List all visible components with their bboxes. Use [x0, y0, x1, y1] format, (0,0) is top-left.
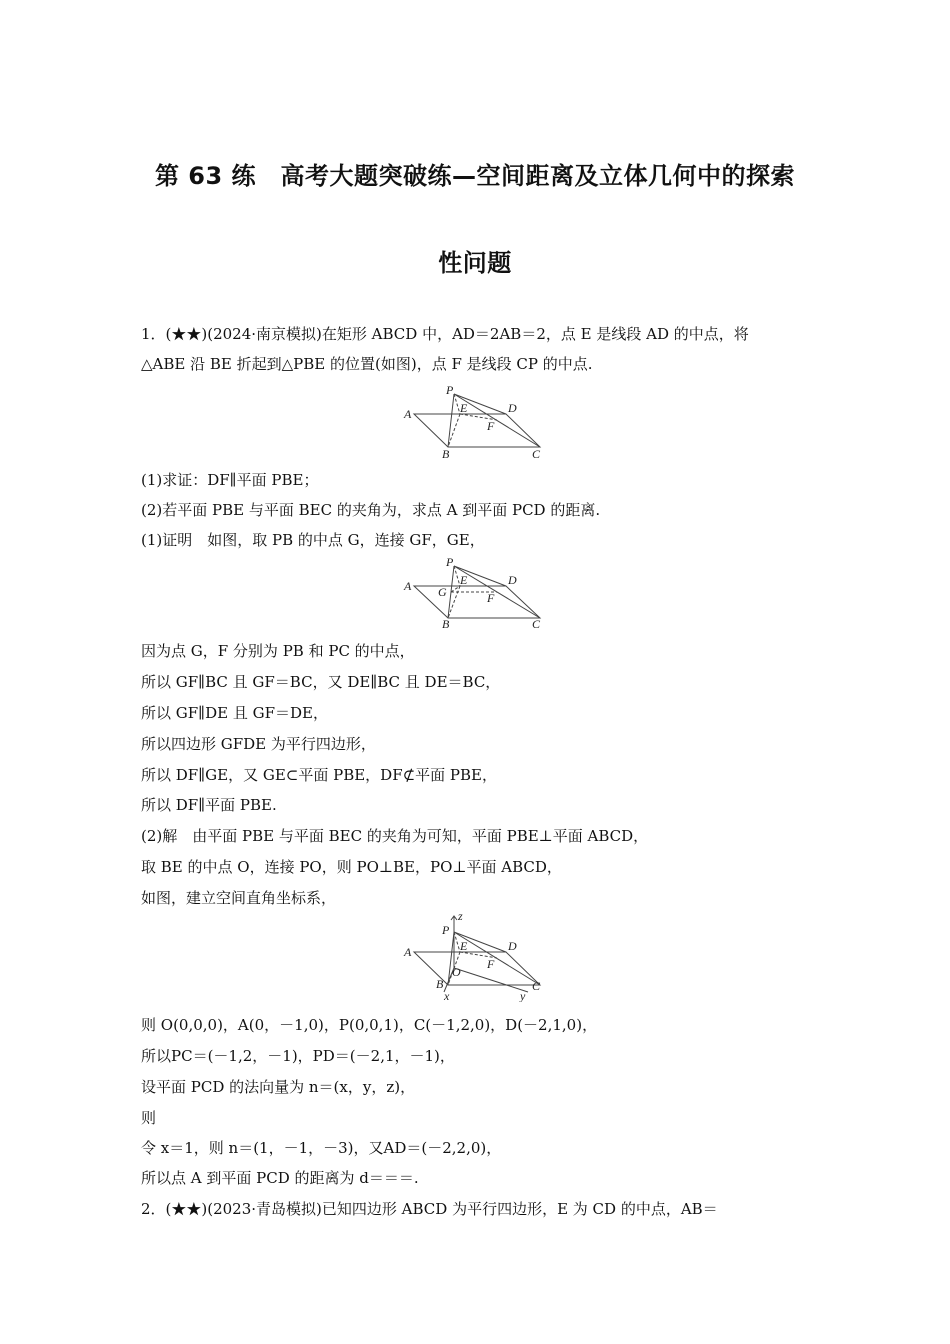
fig3-label-c: C [532, 979, 541, 993]
solution-2-line-2: 取 BE 的中点 O，连接 PO，则 PO⊥BE，PO⊥平面 ABCD， [141, 858, 562, 876]
solution-2-line-1: (2)解 由平面 PBE 与平面 BEC 的夹角为可知，平面 PBE⊥平面 ABCD， [141, 827, 649, 845]
part-2-question: (2)若平面 PBE 与平面 BEC 的夹角为，求点 A 到平面 PCD 的距离. [141, 501, 601, 519]
figure-3-coordinate-system [400, 910, 550, 1002]
fig1-label-e: E [460, 401, 468, 415]
proof-line-3: 所以 GF∥DE 且 GF＝DE， [141, 704, 328, 722]
fig1-label-c: C [532, 447, 541, 460]
figure-1-folded-rectangle [400, 382, 550, 460]
fig3-axis-y: y [520, 989, 526, 1002]
let-x-line: 令 x＝1，则 n＝(1，－1，－3)，又AD＝(－2,2,0)， [141, 1139, 502, 1157]
fig1-label-d: D [508, 401, 517, 415]
solution-2-line-3: 如图，建立空间直角坐标系， [141, 889, 337, 907]
fig2-label-a: A [404, 579, 412, 593]
fig1-label-p: P [446, 383, 454, 397]
page-title: 第 63 练 高考大题突破练—空间距离及立体几何中的探索 [154, 162, 796, 190]
proof-line-6: 所以 DF∥平面 PBE. [141, 796, 277, 814]
proof-line-2: 所以 GF∥BC 且 GF＝BC，又 DE∥BC 且 DE＝BC， [141, 673, 501, 691]
fig3-label-a: A [404, 945, 412, 959]
problem-1-line-2: △ABE 沿 BE 折起到△PBE 的位置(如图)，点 F 是线段 CP 的中点. [141, 355, 593, 373]
coordinates-line: 则 O(0,0,0)，A(0，－1,0)，P(0,0,1)，C(－1,2,0)，D(－2,1,0)， [141, 1016, 598, 1034]
problem-2-line-1: 2．(★★)(2023·青岛模拟)已知四边形 ABCD 为平行四边形，E 为 CD 的中点，AB＝ [141, 1200, 718, 1218]
fig2-label-g: G [438, 585, 447, 599]
figure-2-midpoint-g [400, 556, 550, 630]
fig3-label-d: D [508, 939, 517, 953]
then-line: 则 [141, 1109, 157, 1127]
proof-1-intro: (1)证明 如图，取 PB 的中点 G，连接 GF，GE， [141, 531, 485, 549]
fig1-label-f: F [487, 419, 495, 433]
fig2-label-d: D [508, 573, 517, 587]
problem-1-line-1: 1．(★★)(2024·南京模拟)在矩形 ABCD 中，AD＝2AB＝2，点 E 是线段 AD 的中点，将 [141, 325, 749, 343]
part-1-question: (1)求证：DF∥平面 PBE； [141, 471, 319, 489]
fig2-label-e: E [460, 573, 468, 587]
fig3-label-f: F [487, 957, 495, 971]
fig3-label-p: P [442, 923, 450, 937]
vectors-line: 所以PC＝(－1,2，－1)，PD＝(－2,1，－1)， [141, 1047, 455, 1065]
proof-line-4: 所以四边形 GFDE 为平行四边形， [141, 735, 376, 753]
proof-line-1: 因为点 G，F 分别为 PB 和 PC 的中点， [141, 642, 415, 660]
fig3-label-o: O [452, 965, 461, 979]
fig3-label-b: B [436, 977, 444, 991]
fig1-label-a: A [404, 407, 412, 421]
fig3-axis-z: z [458, 910, 463, 923]
fig2-label-f: F [487, 591, 495, 605]
normal-vector-line: 设平面 PCD 的法向量为 n＝(x，y，z)， [141, 1078, 416, 1096]
proof-line-5: 所以 DF∥GE，又 GE⊂平面 PBE，DF⊄平面 PBE， [141, 766, 498, 784]
page-title-continued: 性问题 [438, 249, 512, 277]
fig2-label-p: P [446, 556, 454, 569]
fig2-label-b: B [442, 617, 450, 630]
fig2-label-c: C [532, 617, 541, 630]
distance-line: 所以点 A 到平面 PCD 的距离为 d＝＝＝. [141, 1169, 419, 1187]
fig3-axis-x: x [444, 989, 450, 1002]
fig3-label-e: E [460, 939, 468, 953]
fig1-label-b: B [442, 447, 450, 460]
